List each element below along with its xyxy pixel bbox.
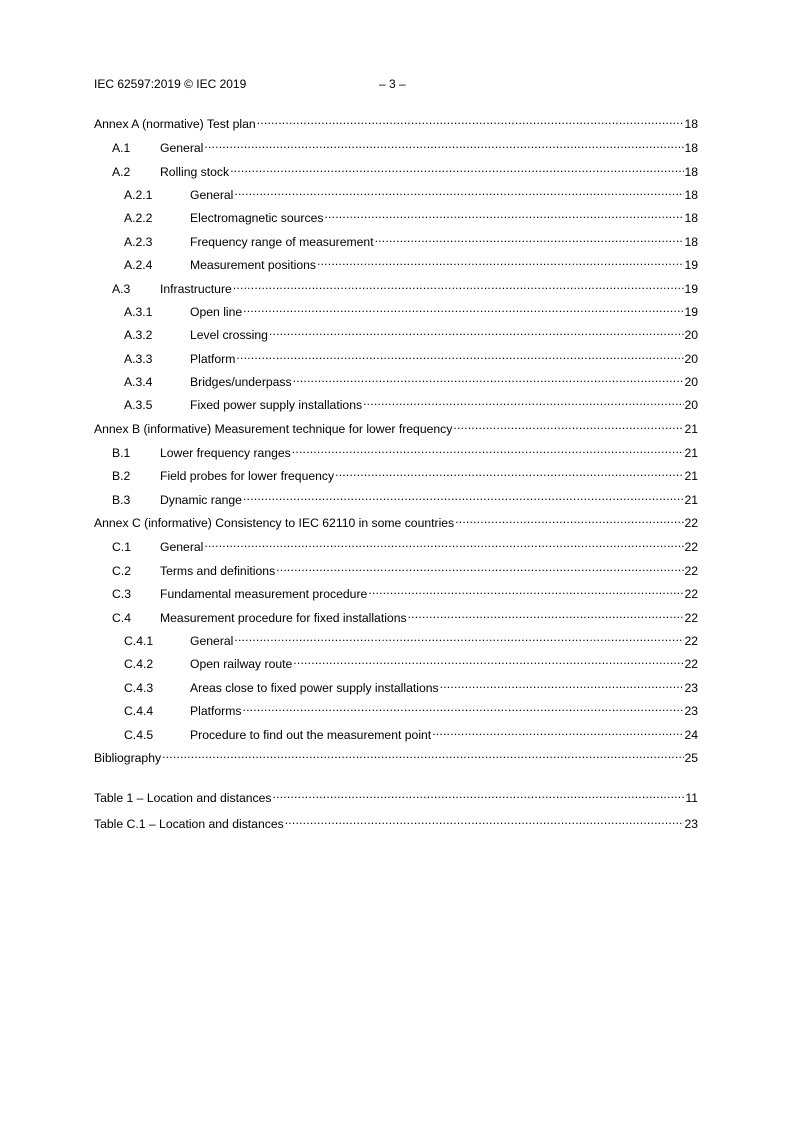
toc-entry-title: Bibliography — [94, 750, 162, 765]
toc-entry-page: 18 — [684, 234, 698, 249]
toc-entry-page: 22 — [684, 563, 698, 578]
toc-entry[interactable] — [94, 746, 698, 766]
dot-leader — [241, 699, 684, 715]
page-header — [94, 76, 698, 92]
toc-entry-page: 20 — [684, 375, 698, 390]
header-page-number: – 3 – — [379, 77, 406, 91]
dot-leader — [292, 370, 685, 386]
toc-entry-title: Areas close to fixed power supply installations — [190, 680, 439, 695]
toc-entry-page: 18 — [684, 141, 698, 156]
toc-entry-page: 25 — [684, 750, 698, 765]
toc-entry-number: C.4.4 — [124, 704, 154, 719]
toc-entry-page: 20 — [684, 398, 698, 413]
dot-leader — [233, 629, 684, 645]
toc-entry[interactable] — [94, 535, 698, 555]
toc-entry-title: Lower frequency ranges — [160, 446, 291, 461]
toc-entry[interactable] — [94, 582, 698, 602]
toc-entry[interactable] — [94, 183, 698, 203]
toc-entry[interactable] — [94, 253, 698, 273]
toc-entry-page: 21 — [684, 421, 698, 436]
toc-entry-number: A.2.4 — [124, 258, 153, 273]
header-document-id: IEC 62597:2019 © IEC 2019 — [94, 77, 247, 91]
toc-entry-number: A.2 — [112, 164, 131, 179]
toc-entry-number: A.2.1 — [124, 187, 153, 202]
dot-leader — [316, 253, 684, 269]
toc-entry[interactable] — [94, 464, 698, 484]
toc-entry-title: General — [160, 540, 204, 555]
toc-entry-page: 23 — [684, 704, 698, 719]
toc-entry-page: 24 — [684, 727, 698, 742]
dot-leader — [233, 183, 684, 199]
toc-entry[interactable] — [94, 323, 698, 343]
dot-leader — [203, 535, 684, 551]
dot-leader — [161, 746, 684, 762]
toc-entry-page: 20 — [684, 328, 698, 343]
dot-leader — [452, 417, 684, 433]
toc-entry-number: C.1 — [112, 540, 131, 555]
dot-leader — [256, 112, 685, 128]
section-spacer — [94, 770, 698, 786]
dot-leader — [292, 652, 684, 668]
toc-entry-page: 22 — [684, 516, 698, 531]
toc-entry-title: Procedure to find out the measurement point — [190, 727, 432, 742]
toc-entry-number: A.3.1 — [124, 304, 153, 319]
toc-entry-title: Bridges/underpass — [190, 375, 292, 390]
table-entry-page: 23 — [684, 817, 698, 832]
toc-entry[interactable] — [94, 488, 698, 508]
toc-entry-title: Dynamic range — [160, 492, 242, 507]
toc-entry-number: A.2.3 — [124, 234, 153, 249]
toc-entry[interactable] — [94, 511, 698, 531]
dot-leader — [284, 812, 685, 828]
toc-entry-number: A.3.5 — [124, 398, 153, 413]
dot-leader — [374, 230, 685, 246]
toc-entry-number: B.2 — [112, 469, 131, 484]
toc-entry-page: 18 — [684, 117, 698, 131]
toc-entry-number: C.4 — [112, 610, 131, 625]
toc-entry-title: Annex B (informative) Measurement technique for lower frequency — [94, 421, 453, 436]
toc-entry-title: Fundamental measurement procedure — [160, 587, 368, 602]
toc-entry-page: 19 — [684, 281, 698, 296]
toc-entry[interactable] — [94, 112, 698, 132]
toc-entry-number: C.3 — [112, 587, 131, 602]
dot-leader — [232, 277, 685, 293]
toc-entry-title: Platforms — [190, 704, 242, 719]
toc-entry-title: General — [160, 141, 204, 156]
toc-entry[interactable] — [94, 559, 698, 579]
dot-leader — [323, 206, 684, 222]
toc-entry[interactable] — [94, 629, 698, 649]
toc-entry-number: A.3 — [112, 281, 131, 296]
toc-entry[interactable] — [94, 441, 698, 461]
dot-leader — [272, 786, 686, 802]
toc-entry-title: General — [190, 187, 234, 202]
dot-leader — [235, 347, 684, 363]
dot-leader — [407, 606, 685, 622]
toc-entry-number: C.4.3 — [124, 680, 154, 695]
toc-entry[interactable] — [94, 347, 698, 367]
toc-entry-number: B.3 — [112, 492, 131, 507]
toc-entry[interactable] — [94, 723, 698, 743]
toc-entry[interactable] — [94, 417, 698, 437]
list-of-tables-entry[interactable] — [94, 812, 698, 832]
toc-entry-number: A.1 — [112, 141, 131, 156]
toc-entry-page: 23 — [684, 680, 698, 695]
toc-entry-title: Annex A (normative) Test plan — [94, 117, 256, 131]
dot-leader — [431, 723, 684, 739]
toc-entry-title: Frequency range of measurement — [190, 234, 374, 249]
toc-entry-page: 19 — [684, 258, 698, 273]
toc-entry[interactable] — [94, 652, 698, 672]
toc-entry-number: C.4.1 — [124, 633, 154, 648]
toc-entry-number: C.4.5 — [124, 727, 154, 742]
toc-entry[interactable] — [94, 676, 698, 696]
dot-leader — [275, 559, 684, 575]
toc-entry[interactable] — [94, 136, 698, 156]
dot-leader — [454, 511, 684, 527]
dot-leader — [229, 160, 684, 176]
toc-entry[interactable] — [94, 393, 698, 413]
toc-entry-title: Annex C (informative) Consistency to IEC 62110 in some countries — [94, 516, 455, 531]
toc-entry-number: A.3.3 — [124, 351, 153, 366]
toc-entry-number: C.2 — [112, 563, 131, 578]
dot-leader — [242, 300, 684, 316]
toc-entry-title: Rolling stock — [160, 164, 230, 179]
toc-entry-page: 22 — [684, 633, 698, 648]
dot-leader — [362, 393, 684, 409]
dot-leader — [334, 464, 684, 480]
toc-entry[interactable] — [94, 206, 698, 226]
dot-leader — [242, 488, 684, 504]
toc-entry-title: Measurement procedure for fixed installations — [160, 610, 407, 625]
toc-entry-title: Electromagnetic sources — [190, 211, 324, 226]
toc-entry-title: Terms and definitions — [160, 563, 276, 578]
toc-entry-number: C.4.2 — [124, 657, 154, 672]
toc-entry[interactable] — [94, 699, 698, 719]
dot-leader — [291, 441, 685, 457]
toc-entry-title: Measurement positions — [190, 258, 316, 273]
toc-entry-number: B.1 — [112, 446, 131, 461]
toc-entry-title: Open line — [190, 304, 243, 319]
toc-entry-page: 22 — [684, 610, 698, 625]
toc-entry-page: 20 — [684, 351, 698, 366]
table-entry-title: Table C.1 – Location and distances — [94, 817, 284, 832]
dot-leader — [367, 582, 684, 598]
table-of-contents — [94, 112, 698, 838]
dot-leader — [268, 323, 685, 339]
table-entry-page: 11 — [685, 791, 698, 806]
toc-entry-page: 21 — [684, 446, 698, 461]
toc-entry-title: Open railway route — [190, 657, 293, 672]
toc-entry-title: Platform — [190, 351, 236, 366]
toc-entry-title: Fixed power supply installations — [190, 398, 363, 413]
toc-entry-page: 21 — [684, 492, 698, 507]
toc-entry[interactable] — [94, 160, 698, 180]
toc-entry-page: 18 — [684, 187, 698, 202]
toc-entry-page: 19 — [684, 304, 698, 319]
toc-entry-number: A.2.2 — [124, 211, 153, 226]
toc-entry-page: 22 — [684, 587, 698, 602]
toc-entry-title: General — [190, 633, 234, 648]
toc-entry-page: 22 — [684, 657, 698, 672]
toc-entry-title: Infrastructure — [160, 281, 232, 296]
toc-entry-title: Field probes for lower frequency — [160, 469, 335, 484]
toc-entry[interactable] — [94, 277, 698, 297]
toc-entry[interactable] — [94, 606, 698, 626]
dot-leader — [203, 136, 684, 152]
toc-entry-page: 18 — [684, 164, 698, 179]
dot-leader — [439, 676, 685, 692]
toc-entry-title: Level crossing — [190, 328, 268, 343]
toc-entry-page: 21 — [684, 469, 698, 484]
toc-entry-page: 18 — [684, 211, 698, 226]
toc-entry[interactable] — [94, 300, 698, 320]
toc-entry[interactable] — [94, 230, 698, 250]
toc-entry-page: 22 — [684, 540, 698, 555]
toc-entry-number: A.3.2 — [124, 328, 153, 343]
toc-entry-number: A.3.4 — [124, 375, 153, 390]
table-entry-title: Table 1 – Location and distances — [94, 791, 272, 806]
toc-entry[interactable] — [94, 370, 698, 390]
list-of-tables-entry[interactable] — [94, 786, 698, 806]
